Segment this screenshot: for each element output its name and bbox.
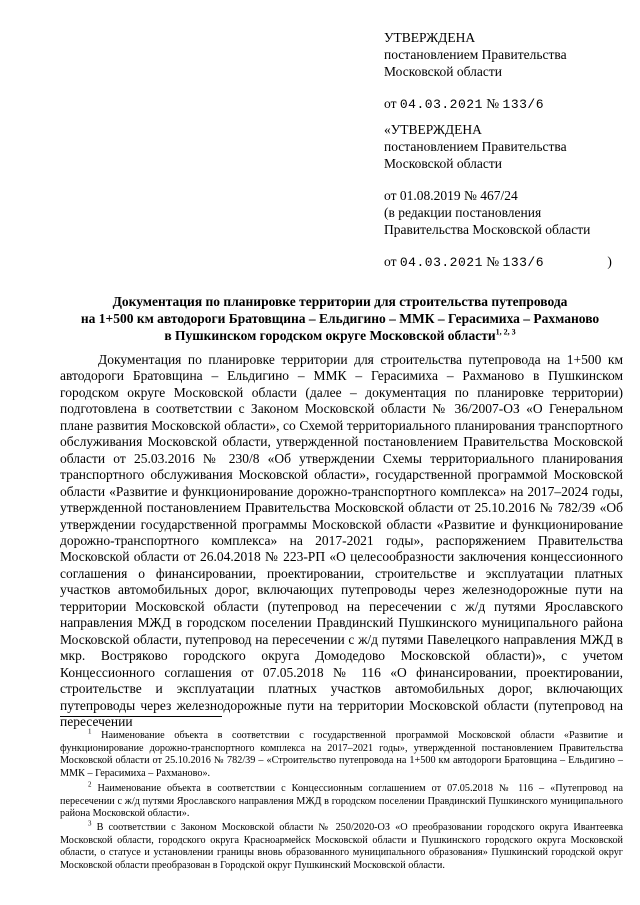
number-stamp: 133/6 <box>502 255 545 270</box>
number-stamp: 133/6 <box>502 97 545 112</box>
footnote-refs: 1, 2, 3 <box>495 327 516 337</box>
approval-line: Московской области <box>384 64 503 79</box>
footnote: $^2$ Наименование объекта в соответствии с Концессионным соглашением от 07.05.2018 № 116 – «Путепровод на пересечении с ж/д путями Ярославского направления МЖД в городском поселении Правдинский Пушкинского муниципального района Московской области». <box>60 780 623 820</box>
approval-heading: УТВЕРЖДЕНА <box>384 30 476 45</box>
body-paragraph: Документация по планировке территории для строительства путепровода на 1+500 км автодороги Братовщина – Ельдигино – ММК – Герасимиха – Рахманово в Пушкинском городском округе Московской области (далее – документация по планировке территории) подготовлена в соответствии с Законом Московской области № 36/2007-ОЗ «О Генеральном плане развития Московской области», со Схемой территориального планирования транспортного обслуживания Московской области, утвержденной постановлением Правительства Московской области от 25.03.2016 № 230/8 «Об утверждении Схемы территориального планирования транспортного обслуживания Московской области», государственной программой Московской области «Развитие и функционирование дорожно-транспортного комплекса» на 2017–2024 годы, утвержденной постановлением Правительства Московской области от 25.10.2016 № 782/39 «Об утверждении государственной программы Московской области «Развитие и функционирование дорожно-транспортного комплекса» на 2017-2021 годы», распоряжением Правительства Московской области от 26.04.2018 № 223-РП «О целесообразности заключения концессионного соглашения о финансировании, проектировании, строительстве и эксплуатации платных участков автомобильных дорог, включающих путепроводы через железнодорожные пути на территории Московской области (путепровод на пересечении с ж/д путями Ярославского направления МЖД в городском поселении Правдинский Пушкинского муниципального района Московской области, путепровод на пересечении с ж/д путями Павелецкого направления МЖД в мкр. Востряково городского округа Домодедово Московской области)», с учетом Концессионного соглашения от 07.05.2018 № 116 «О финансировании, проектировании, строительстве и эксплуатации платных участков автомобильных дорог, включающих путепроводы через железнодорожные пути на территории Московской области (путепровод на пересечении <box>60 352 623 729</box>
approval-date-line: от 04.03.2021 № 133/6 <box>384 96 545 112</box>
date-stamp: 04.03.2021 <box>399 255 483 270</box>
document-title: Документация по планировке территории для строительства путепровода на 1+500 км автодороги Братовщина – Ельдигино – ММК – Герасимиха – Рахманово в Пушкинском городском округе Московской области$^{1, 2, 3}$ <box>80 294 600 343</box>
footnote: $^3$ В соответствии с Законом Московской области № 250/2020-ОЗ «О преобразовании городского округа Ивантеевка Московской области, городского округа Красноармейск Московской области и Пушкинского городского округа Московской области, о статусе и установлении границы вновь образованного муниципального образования» Пушкинский городской округ Московской области преобразован в Городской округ Пушкинский Московской области. <box>60 819 624 871</box>
approval-line: Московской области <box>384 156 503 171</box>
approval-line: постановлением Правительства <box>384 139 567 154</box>
approval-heading: «УТВЕРЖДЕНА <box>384 122 482 137</box>
footnote-separator <box>60 716 222 717</box>
approval-block-original <box>384 121 634 271</box>
edition-line: (в редакции постановления <box>384 205 542 220</box>
edition-date-line: от 04.03.2021 № 133/6 ) <box>384 254 612 270</box>
approval-block-current <box>384 29 634 113</box>
edition-line: Правительства Московской области <box>384 222 591 237</box>
date-stamp: 04.03.2021 <box>399 97 483 112</box>
approval-date-line: от 01.08.2019 № 467/24 <box>384 188 518 203</box>
approval-line: постановлением Правительства <box>384 47 567 62</box>
footnote: $^1$ Наименование объекта в соответствии с государственной программой Московской области «Развитие и функционирование дорожно-транспортного комплекса на 2017–2021 годы», утвержденной постановлением Правительства Московской области от 25.10.2016 № 782/39 – «Строительство путепровода на 1+500 км автодороги Братовщина – Ельдигино – ММК – Герасимиха – Рахманово». <box>60 727 624 779</box>
